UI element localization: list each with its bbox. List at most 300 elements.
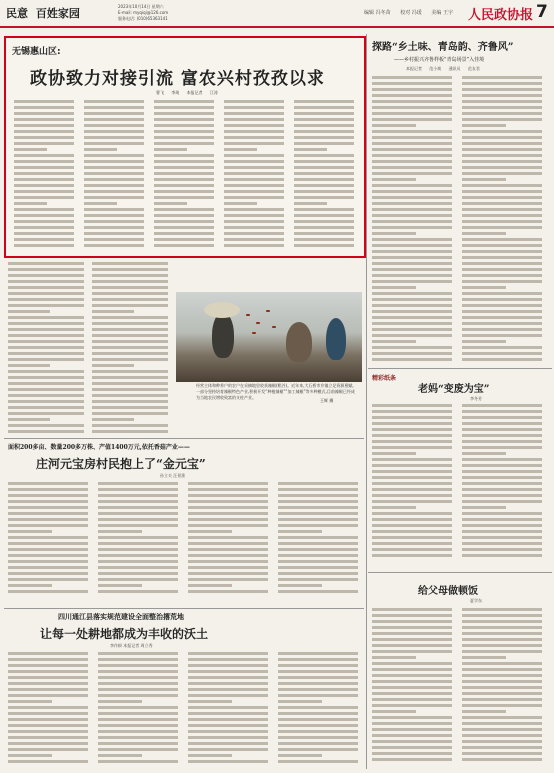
text-line <box>462 142 542 145</box>
text-line <box>188 500 268 503</box>
text-line <box>92 262 168 265</box>
text-line <box>462 410 542 413</box>
story-byline: 李作帜 本报记者 周立秀 <box>110 643 153 648</box>
text-line <box>278 542 358 545</box>
right-article-subtitle: ——乡村振兴齐鲁样板“青岛场景”入佳境 <box>394 57 485 63</box>
story-kicker: 面积200多亩、数量200多万株、产值1400万元,依托香菇产业—— <box>8 444 190 451</box>
text-line <box>92 280 168 283</box>
text-line <box>462 166 542 169</box>
text-line <box>462 220 542 223</box>
text-line <box>98 760 178 763</box>
text-line <box>8 352 84 355</box>
text-line <box>92 346 168 349</box>
text-line <box>98 524 178 527</box>
text-line <box>372 304 452 307</box>
text-line <box>84 106 144 109</box>
text-line <box>372 226 452 229</box>
text-line <box>154 172 214 175</box>
text-line <box>8 688 88 691</box>
text-line <box>188 512 268 515</box>
text-line <box>188 536 268 539</box>
text-line <box>188 694 268 697</box>
text-line <box>188 524 268 527</box>
text-line <box>92 268 168 271</box>
text-line <box>14 154 74 157</box>
text-line <box>372 404 452 407</box>
masthead-info <box>118 4 168 22</box>
text-line <box>462 428 542 431</box>
text-line <box>372 614 452 617</box>
story-headline[interactable]: 让每一处耕地都成为丰收的沃土 <box>40 627 209 641</box>
text-line <box>188 664 268 667</box>
text-line <box>278 694 358 697</box>
text-line <box>8 316 84 319</box>
text-line <box>8 742 88 745</box>
text-line <box>92 376 168 379</box>
byline-role: 本报记者 <box>186 90 203 95</box>
text-line <box>154 196 214 199</box>
text-line <box>188 760 268 763</box>
text-line <box>462 464 542 467</box>
text-line <box>462 488 542 491</box>
text-line <box>8 578 88 581</box>
text-line <box>462 340 506 343</box>
text-line <box>462 452 506 455</box>
text-line <box>8 406 84 409</box>
essay-author: 夏学东 <box>470 598 482 603</box>
text-line <box>462 422 542 425</box>
text-line <box>224 124 284 127</box>
text-line <box>294 148 327 151</box>
text-line <box>462 196 542 199</box>
text-line <box>372 202 452 205</box>
text-line <box>462 458 542 461</box>
text-line <box>8 530 52 533</box>
text-line <box>278 590 358 593</box>
text-line <box>462 286 506 289</box>
text-line <box>278 652 358 655</box>
text-line <box>372 458 452 461</box>
text-line <box>154 148 187 151</box>
text-line <box>372 428 452 431</box>
text-line <box>92 370 168 373</box>
section-divider <box>368 572 552 573</box>
text-line <box>8 388 84 391</box>
text-line <box>224 226 284 229</box>
text-line <box>8 346 84 349</box>
text-line <box>84 190 144 193</box>
text-line <box>224 106 284 109</box>
text-line <box>8 748 88 751</box>
text-line <box>154 154 214 157</box>
text-line <box>224 202 257 205</box>
text-line <box>278 506 358 509</box>
text-line <box>8 494 88 497</box>
text-line <box>462 632 542 635</box>
text-line <box>372 256 452 259</box>
text-line <box>14 100 74 103</box>
text-line <box>294 142 354 145</box>
byline-role: 本报记者 <box>406 66 422 71</box>
text-line <box>372 262 452 265</box>
text-line <box>224 160 284 163</box>
text-line <box>8 364 50 367</box>
text-line <box>98 748 178 751</box>
text-line <box>224 142 284 145</box>
text-line <box>294 100 354 103</box>
text-line <box>278 548 358 551</box>
text-line <box>8 274 84 277</box>
text-line <box>154 124 214 127</box>
text-line <box>14 160 74 163</box>
text-line <box>462 686 542 689</box>
text-line <box>188 560 268 563</box>
text-line <box>98 542 178 545</box>
text-line <box>14 220 74 223</box>
text-line <box>294 166 354 169</box>
text-line <box>8 512 88 515</box>
text-line <box>224 184 284 187</box>
byline-author: 江涛 <box>209 90 218 95</box>
text-line <box>372 674 452 677</box>
text-line <box>92 340 168 343</box>
text-line <box>372 632 452 635</box>
text-line <box>372 106 452 109</box>
text-line <box>462 620 542 623</box>
text-line <box>8 334 84 337</box>
text-line <box>372 118 452 121</box>
text-line <box>8 754 52 757</box>
text-line <box>294 184 354 187</box>
text-line <box>372 214 452 217</box>
text-line <box>372 536 452 539</box>
text-line <box>462 440 542 443</box>
text-line <box>278 754 322 757</box>
text-line <box>294 106 354 109</box>
text-line <box>462 262 542 265</box>
editor-credit: 编辑 冯冬苗 <box>364 10 391 16</box>
text-line <box>8 310 50 313</box>
text-line <box>462 614 542 617</box>
text-line <box>278 730 358 733</box>
text-line <box>14 244 74 247</box>
proofreader-credit: 校对 冯瑗 <box>400 10 422 16</box>
text-line <box>8 328 84 331</box>
text-line <box>98 730 178 733</box>
text-line <box>8 524 88 527</box>
text-line <box>188 700 232 703</box>
chili-pepper <box>252 332 256 334</box>
text-line <box>462 154 542 157</box>
text-line <box>14 184 74 187</box>
text-line <box>8 664 88 667</box>
text-line <box>188 718 268 721</box>
text-line <box>224 112 284 115</box>
text-line <box>8 340 84 343</box>
text-line <box>98 700 142 703</box>
story-headline[interactable]: 庄河元宝房村民抱上了“金元宝” <box>36 457 206 471</box>
text-line <box>462 608 542 611</box>
text-line <box>92 286 168 289</box>
text-line <box>84 178 144 181</box>
text-line <box>372 434 452 437</box>
text-line <box>372 524 452 527</box>
text-line <box>98 590 178 593</box>
text-line <box>98 742 178 745</box>
text-line <box>462 662 542 665</box>
text-line <box>462 638 542 641</box>
text-line <box>462 124 506 127</box>
text-line <box>462 100 542 103</box>
section-brand-name: 民意 <box>6 7 28 20</box>
text-column <box>14 100 74 250</box>
text-line <box>462 232 506 235</box>
text-line <box>98 712 178 715</box>
text-line <box>84 148 117 151</box>
text-line <box>154 202 187 205</box>
text-line <box>14 136 74 139</box>
text-line <box>8 412 84 415</box>
text-line <box>372 518 452 521</box>
chili-pepper <box>266 310 270 312</box>
text-line <box>98 724 178 727</box>
text-line <box>372 734 452 737</box>
text-line <box>372 716 452 719</box>
text-line <box>188 572 268 575</box>
text-line <box>294 220 354 223</box>
text-line <box>462 752 542 755</box>
text-line <box>188 590 268 593</box>
text-line <box>8 482 88 485</box>
text-line <box>8 292 84 295</box>
text-line <box>188 706 268 709</box>
text-line <box>8 572 88 575</box>
right-article-byline <box>406 66 486 72</box>
text-line <box>278 688 358 691</box>
text-line <box>278 494 358 497</box>
text-line <box>84 214 144 217</box>
text-line <box>372 250 452 253</box>
text-line <box>92 400 168 403</box>
text-line <box>188 554 268 557</box>
section-name: 百姓家园 <box>35 7 80 20</box>
text-line <box>462 310 542 313</box>
text-line <box>372 316 452 319</box>
text-line <box>462 524 542 527</box>
text-line <box>372 650 452 653</box>
text-line <box>8 584 52 587</box>
article-kicker: 无锡惠山区: <box>12 47 61 57</box>
text-line <box>462 328 542 331</box>
text-line <box>188 712 268 715</box>
text-line <box>372 698 452 701</box>
right-article-headline[interactable]: 探路“乡土味、青岛韵、齐鲁风” <box>372 42 514 53</box>
text-line <box>98 572 178 575</box>
text-line <box>14 196 74 199</box>
text-line <box>8 730 88 733</box>
text-line <box>8 542 88 545</box>
text-line <box>92 328 168 331</box>
text-line <box>372 416 452 419</box>
text-line <box>294 202 327 205</box>
text-line <box>372 758 452 761</box>
text-line <box>462 548 542 551</box>
text-line <box>462 238 542 241</box>
chili-pepper <box>256 322 260 324</box>
article-byline <box>156 90 224 96</box>
text-line <box>294 190 354 193</box>
text-line <box>462 644 542 647</box>
text-line <box>462 322 542 325</box>
text-line <box>154 214 214 217</box>
text-line <box>84 160 144 163</box>
text-line <box>84 226 144 229</box>
text-line <box>188 584 232 587</box>
photo-credit: 王辉 摄 <box>320 398 334 403</box>
text-line <box>8 718 88 721</box>
text-line <box>8 676 88 679</box>
text-line <box>372 268 452 271</box>
text-line <box>462 136 542 139</box>
text-line <box>462 434 542 437</box>
text-line <box>154 106 214 109</box>
text-line <box>372 494 452 497</box>
essay-title[interactable]: 给父母做顿饭 <box>418 586 478 597</box>
text-line <box>462 244 542 247</box>
text-line <box>372 506 416 509</box>
text-line <box>188 548 268 551</box>
text-line <box>278 524 358 527</box>
text-line <box>462 106 542 109</box>
text-line <box>14 202 47 205</box>
text-line <box>372 82 452 85</box>
text-line <box>188 488 268 491</box>
text-line <box>8 262 84 265</box>
text-line <box>462 500 542 503</box>
text-line <box>8 670 88 673</box>
text-line <box>294 136 354 139</box>
text-line <box>84 202 117 205</box>
text-line <box>372 626 452 629</box>
farmer-figure <box>286 322 312 362</box>
text-line <box>462 202 542 205</box>
text-line <box>372 644 452 647</box>
text-line <box>294 232 354 235</box>
text-line <box>14 226 74 229</box>
text-line <box>372 238 452 241</box>
text-line <box>154 238 214 241</box>
farm-photo <box>176 292 362 382</box>
text-line <box>8 304 84 307</box>
text-line <box>462 650 542 653</box>
text-line <box>84 220 144 223</box>
text-line <box>372 488 452 491</box>
text-line <box>372 154 452 157</box>
text-line <box>98 482 178 485</box>
highlighted-article[interactable] <box>4 36 366 258</box>
text-line <box>92 352 168 355</box>
text-line <box>278 482 358 485</box>
text-line <box>462 268 542 271</box>
text-line <box>462 404 542 407</box>
text-line <box>278 736 358 739</box>
essay-author: 李冬芳 <box>470 396 482 401</box>
essay-title[interactable]: 老妈“变废为宝” <box>418 384 490 395</box>
text-line <box>372 722 452 725</box>
text-line <box>84 142 144 145</box>
text-line <box>372 136 452 139</box>
text-line <box>372 160 452 163</box>
text-line <box>92 412 168 415</box>
text-line <box>278 512 358 515</box>
text-line <box>8 706 88 709</box>
text-line <box>462 250 542 253</box>
text-line <box>224 118 284 121</box>
text-line <box>372 184 452 187</box>
text-column <box>92 262 168 437</box>
text-column <box>8 262 84 437</box>
text-line <box>84 154 144 157</box>
text-line <box>372 196 452 199</box>
text-line <box>462 316 542 319</box>
text-line <box>462 82 542 85</box>
text-line <box>92 298 168 301</box>
text-line <box>98 670 178 673</box>
text-line <box>372 232 416 235</box>
text-line <box>92 418 134 421</box>
text-line <box>372 148 452 151</box>
text-line <box>8 554 88 557</box>
text-line <box>294 226 354 229</box>
column-divider <box>366 34 367 769</box>
text-line <box>8 298 84 301</box>
text-line <box>8 506 88 509</box>
text-line <box>372 298 452 301</box>
text-line <box>462 226 542 229</box>
text-line <box>462 698 542 701</box>
text-line <box>224 196 284 199</box>
text-line <box>154 142 214 145</box>
text-line <box>98 736 178 739</box>
essay1-body-col2 <box>462 404 542 564</box>
text-line <box>84 238 144 241</box>
text-column <box>8 482 88 600</box>
text-line <box>462 446 542 449</box>
text-line <box>372 452 416 455</box>
text-line <box>98 566 178 569</box>
text-line <box>372 470 452 473</box>
text-line <box>8 518 88 521</box>
text-line <box>188 566 268 569</box>
text-line <box>462 758 542 761</box>
text-line <box>188 578 268 581</box>
text-line <box>462 112 542 115</box>
text-line <box>98 688 178 691</box>
essay2-body-col2 <box>462 608 542 768</box>
text-line <box>462 746 542 749</box>
text-line <box>8 736 88 739</box>
text-column <box>98 482 178 600</box>
text-line <box>224 154 284 157</box>
text-line <box>188 494 268 497</box>
essay2-body-col1 <box>372 608 452 768</box>
text-line <box>462 190 542 193</box>
text-line <box>462 512 542 515</box>
text-line <box>14 142 74 145</box>
text-line <box>278 718 358 721</box>
text-line <box>294 208 354 211</box>
byline-author: 曹飞 <box>156 90 164 95</box>
